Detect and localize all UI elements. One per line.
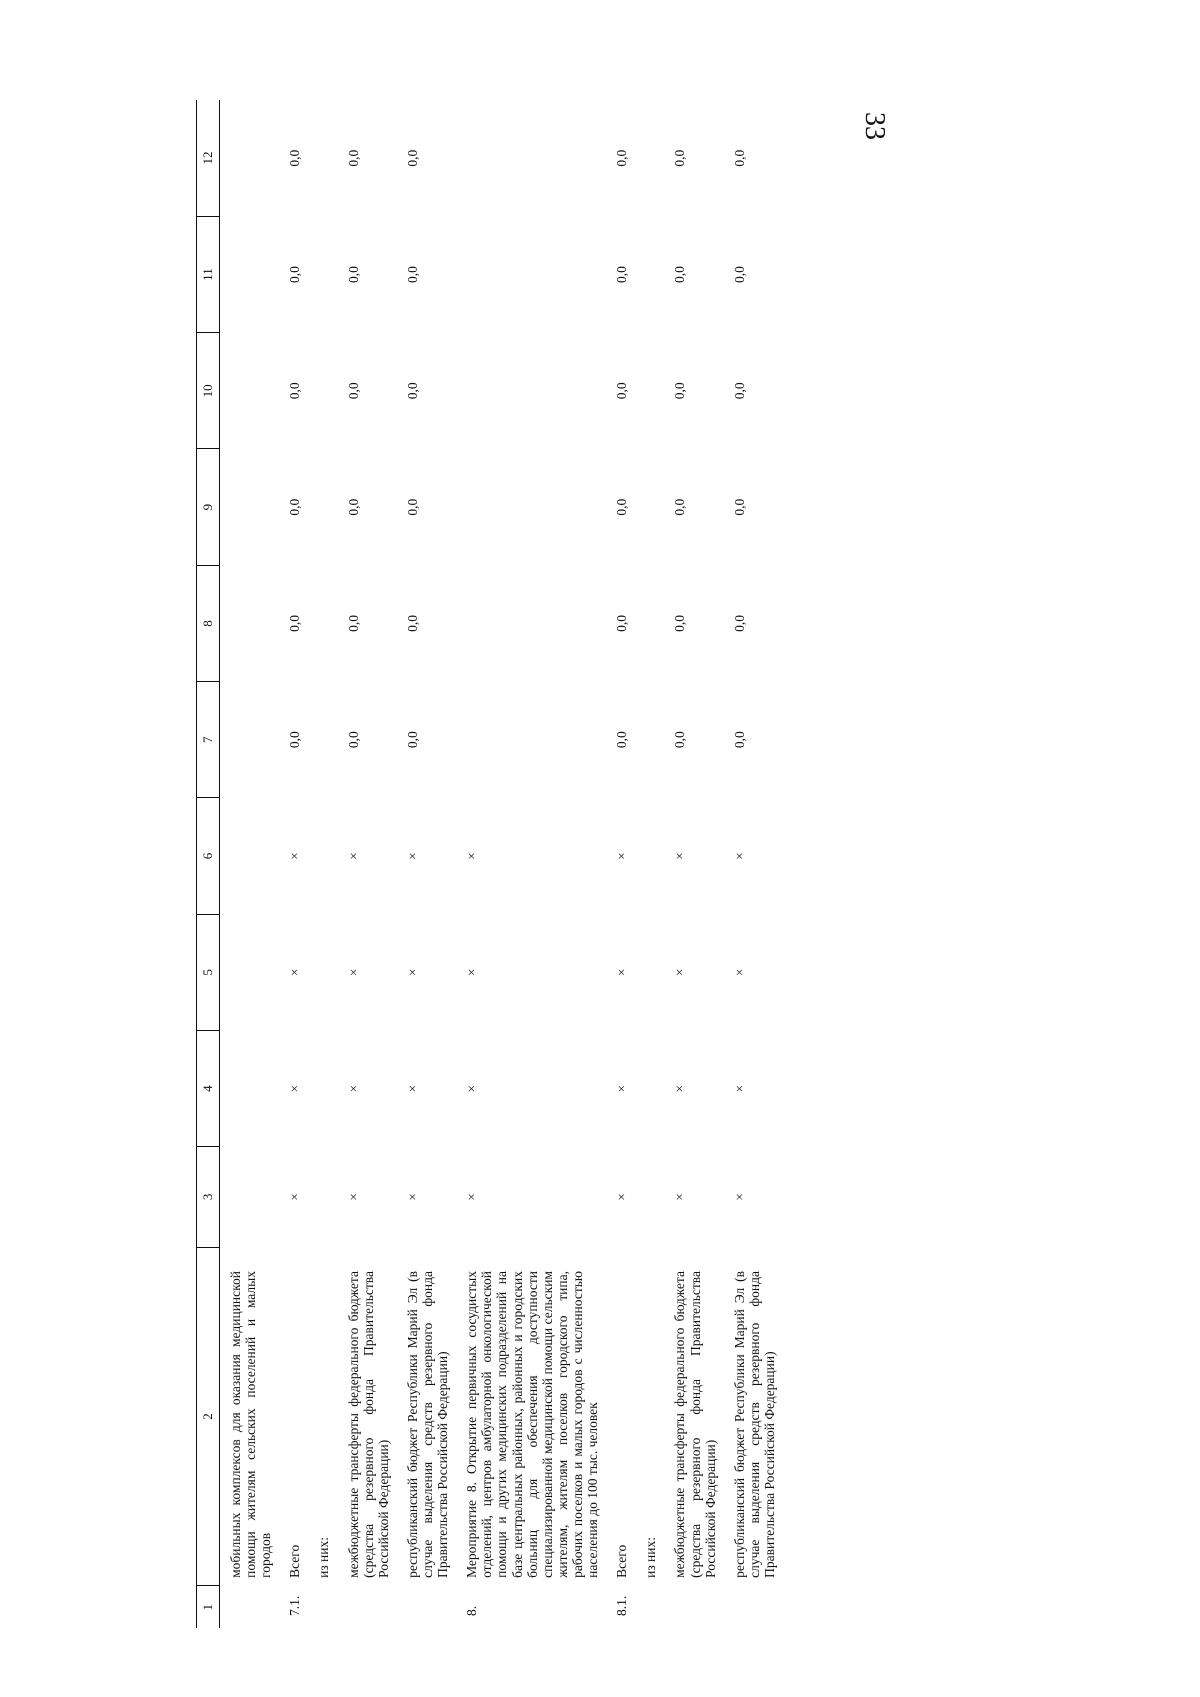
table-cell: 0,0 <box>614 266 630 283</box>
table-cell: 0,0 <box>731 731 747 749</box>
page-number: 33 <box>859 112 890 140</box>
table-cell <box>629 1147 658 1247</box>
table-cell <box>450 333 600 449</box>
table-cell <box>629 333 658 449</box>
table-cell: × <box>404 852 420 860</box>
table-header-row <box>197 100 220 1628</box>
table-cell: × <box>672 968 688 977</box>
table-cell <box>629 100 658 216</box>
row-description: из них: <box>643 1537 659 1578</box>
column-header: 7 <box>197 682 220 798</box>
table-cell: 0,0 <box>287 382 303 400</box>
table-cell <box>450 449 600 565</box>
table-cell: 0,0 <box>404 382 420 400</box>
table-cell: 0,0 <box>345 615 361 632</box>
table-cell <box>220 100 274 216</box>
column-header: 5 <box>197 914 220 1030</box>
row-number <box>391 1586 450 1628</box>
table-cell <box>629 1030 658 1146</box>
column-header: 2 <box>197 1247 220 1586</box>
table-cell: × <box>287 852 303 860</box>
table-cell: 0,0 <box>731 266 747 283</box>
row-number <box>658 1586 717 1628</box>
table-cell: 0,0 <box>614 498 630 516</box>
table-cell <box>629 682 658 798</box>
row-description: мобильных комплексов для оказания медицинской помощи жителям сельских поселений и малых городов <box>228 1271 274 1578</box>
table-cell: × <box>464 968 480 977</box>
table-cell: × <box>464 1193 480 1201</box>
column-header: 9 <box>197 449 220 565</box>
table-cell: 0,0 <box>672 615 688 632</box>
table-cell: 0,0 <box>404 149 420 167</box>
table-cell: 0,0 <box>287 266 303 283</box>
table-cell: 0,0 <box>731 149 747 167</box>
column-header: 6 <box>197 798 220 914</box>
column-header: 3 <box>197 1147 220 1247</box>
table-cell <box>302 333 331 449</box>
table-cell: 0,0 <box>614 149 630 167</box>
column-header: 1 <box>197 1586 220 1628</box>
table-cell: × <box>345 1193 361 1201</box>
row-number <box>629 1586 658 1628</box>
row-number <box>220 1586 274 1628</box>
table-cell: 0,0 <box>287 731 303 749</box>
table-cell: 0,0 <box>345 498 361 516</box>
table-cell: × <box>404 1193 420 1201</box>
table-cell: × <box>672 852 688 860</box>
table-cell: 0,0 <box>345 149 361 167</box>
table-cell: 0,0 <box>404 266 420 283</box>
row-description: из них: <box>316 1537 332 1578</box>
column-header: 10 <box>197 333 220 449</box>
rotated-table-container <box>196 100 956 1628</box>
table-cell: × <box>614 1084 630 1093</box>
table-cell <box>220 333 274 449</box>
table-cell: 0,0 <box>404 615 420 632</box>
table-cell: × <box>287 968 303 977</box>
table-cell: × <box>345 1084 361 1093</box>
table-cell <box>629 216 658 332</box>
table-cell <box>220 216 274 332</box>
table-cell: 0,0 <box>672 498 688 516</box>
column-header: 8 <box>197 565 220 681</box>
table-cell <box>220 914 274 1030</box>
row-number <box>332 1586 391 1628</box>
row-description: республиканский бюджет Республики Марий Эл (в случае выделения средств резервного фонда Правительства Российской Федерации) <box>404 1271 451 1578</box>
table-cell: 0,0 <box>345 731 361 749</box>
table-cell: × <box>731 852 747 860</box>
table-cell: × <box>731 1084 747 1093</box>
table-cell <box>450 216 600 332</box>
table-cell <box>302 914 331 1030</box>
table-row <box>629 100 658 1628</box>
table-cell: × <box>464 1084 480 1093</box>
table-cell <box>302 682 331 798</box>
column-header: 11 <box>197 216 220 332</box>
table-cell: 0,0 <box>404 731 420 749</box>
table-cell: × <box>731 968 747 977</box>
table-cell: × <box>464 852 480 860</box>
table-cell: 0,0 <box>345 382 361 400</box>
row-description: межбюджетные трансферты федерального бюджета (средства резервного фонда Правительства Российской Федерации) <box>345 1271 391 1578</box>
table-row <box>718 100 777 1628</box>
table-cell <box>629 449 658 565</box>
row-number <box>302 1586 331 1628</box>
table-row <box>658 100 717 1628</box>
table-cell <box>450 565 600 681</box>
row-number: 7.1. <box>287 1595 303 1616</box>
table-cell: 0,0 <box>287 149 303 167</box>
table-row <box>273 100 302 1628</box>
table-cell <box>629 565 658 681</box>
table-cell <box>450 100 600 216</box>
budget-table <box>196 100 777 1628</box>
table-cell: × <box>672 1193 688 1201</box>
table-cell: 0,0 <box>731 382 747 400</box>
table-row <box>220 100 274 1628</box>
table-cell: × <box>614 968 630 977</box>
table-cell <box>302 1030 331 1146</box>
table-row <box>600 100 629 1628</box>
table-cell <box>220 565 274 681</box>
table-cell: × <box>345 852 361 860</box>
table-cell: × <box>731 1193 747 1201</box>
table-cell <box>629 798 658 914</box>
table-cell: 0,0 <box>404 498 420 516</box>
row-number: 8. <box>464 1605 480 1616</box>
table-cell: × <box>404 968 420 977</box>
table-cell: 0,0 <box>672 382 688 400</box>
table-cell <box>220 449 274 565</box>
column-header: 12 <box>197 100 220 216</box>
row-description: Всего <box>287 1544 303 1578</box>
row-description: Всего <box>614 1544 630 1578</box>
table-cell: × <box>287 1084 303 1093</box>
table-cell <box>220 1147 274 1247</box>
table-cell <box>220 1030 274 1146</box>
table-cell: 0,0 <box>614 382 630 400</box>
table-cell <box>302 449 331 565</box>
table-cell <box>220 798 274 914</box>
table-cell: × <box>614 852 630 860</box>
table-cell: × <box>404 1084 420 1093</box>
table-cell <box>220 682 274 798</box>
table-cell: 0,0 <box>672 266 688 283</box>
table-cell: × <box>287 1193 303 1201</box>
row-description: Мероприятие 8. Открытие первичных сосудистых отделений, центров амбулаторной онкологической помощи и других медицинских подразделений на базе центральных районных, районных и городских больниц для обеспечения доступности специализированной медицинской помощи сельским жителям, жителям поселков городского типа, рабочих поселков и малых городов с численностью населения до 100 тыс. человек <box>464 1271 601 1578</box>
table-row <box>332 100 391 1628</box>
row-description: республиканский бюджет Республики Марий Эл (в случае выделения средств резервного фонда Правительства Российской Федерации) <box>731 1271 777 1578</box>
table-cell: 0,0 <box>731 498 747 516</box>
table-cell: × <box>672 1084 688 1093</box>
table-cell: 0,0 <box>672 149 688 167</box>
table-cell: 0,0 <box>672 731 688 749</box>
table-cell: × <box>614 1193 630 1201</box>
row-number <box>718 1586 777 1628</box>
table-cell <box>302 798 331 914</box>
table-cell <box>302 100 331 216</box>
row-description: межбюджетные трансферты федерального бюджета (средства резервного фонда Правительства Российской Федерации) <box>672 1271 718 1578</box>
table-cell: 0,0 <box>614 731 630 749</box>
row-number: 8.1. <box>614 1595 630 1616</box>
table-cell: 0,0 <box>614 615 630 632</box>
table-row <box>391 100 450 1628</box>
table-cell <box>302 565 331 681</box>
table-cell: × <box>345 968 361 977</box>
table-cell: 0,0 <box>731 615 747 632</box>
table-cell <box>302 216 331 332</box>
table-cell: 0,0 <box>287 498 303 516</box>
table-row <box>302 100 331 1628</box>
table-cell: 0,0 <box>287 615 303 632</box>
table-cell <box>302 1147 331 1247</box>
table-cell <box>450 682 600 798</box>
table-cell <box>629 914 658 1030</box>
table-row <box>450 100 600 1628</box>
column-header: 4 <box>197 1030 220 1146</box>
table-cell: 0,0 <box>345 266 361 283</box>
table-body <box>220 100 778 1628</box>
